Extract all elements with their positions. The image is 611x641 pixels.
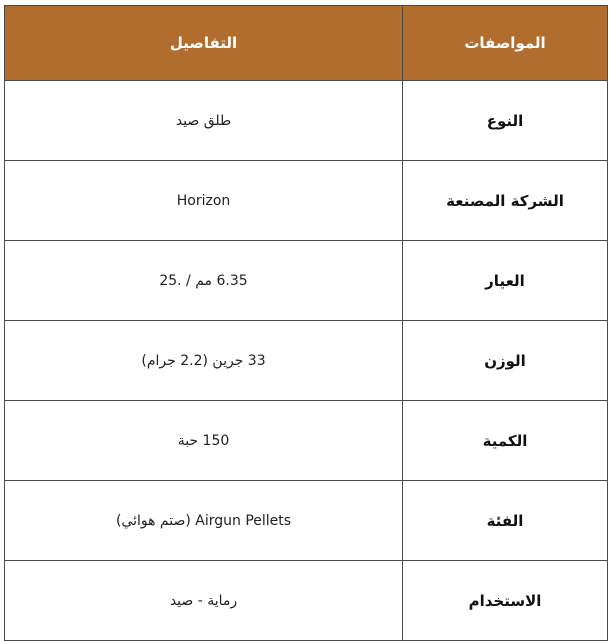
table-row xyxy=(5,81,608,161)
row-key-weight: الوزن xyxy=(403,321,608,401)
table-row xyxy=(5,481,608,561)
table-row xyxy=(5,321,608,401)
row-key-caliber: العيار xyxy=(403,241,608,321)
table-body xyxy=(5,81,608,641)
row-key-usage: الاستخدام xyxy=(403,561,608,641)
row-value-manufacturer: Horizon xyxy=(5,161,403,241)
row-value-caliber: 6.35 مم / .25 xyxy=(5,241,403,321)
header-details: التفاصيل xyxy=(5,6,403,81)
row-value-usage: رماية - صيد xyxy=(5,561,403,641)
row-key-manufacturer: الشركة المصنعة xyxy=(403,161,608,241)
row-value-category: Airgun Pellets (صتم هوائي) xyxy=(5,481,403,561)
row-key-quantity: الكمية xyxy=(403,401,608,481)
row-key-category: الفئة xyxy=(403,481,608,561)
table-row xyxy=(5,241,608,321)
specifications-table xyxy=(4,5,608,641)
table-row xyxy=(5,161,608,241)
row-key-type: النوع xyxy=(403,81,608,161)
row-value-quantity: 150 حبة xyxy=(5,401,403,481)
row-value-weight: 33 جرين (2.2 جرام) xyxy=(5,321,403,401)
header-row xyxy=(5,6,608,81)
table-row xyxy=(5,401,608,481)
header-specs: المواصفات xyxy=(403,6,608,81)
table-row xyxy=(5,561,608,641)
table-header xyxy=(5,6,608,81)
row-value-type: طلق صيد xyxy=(5,81,403,161)
